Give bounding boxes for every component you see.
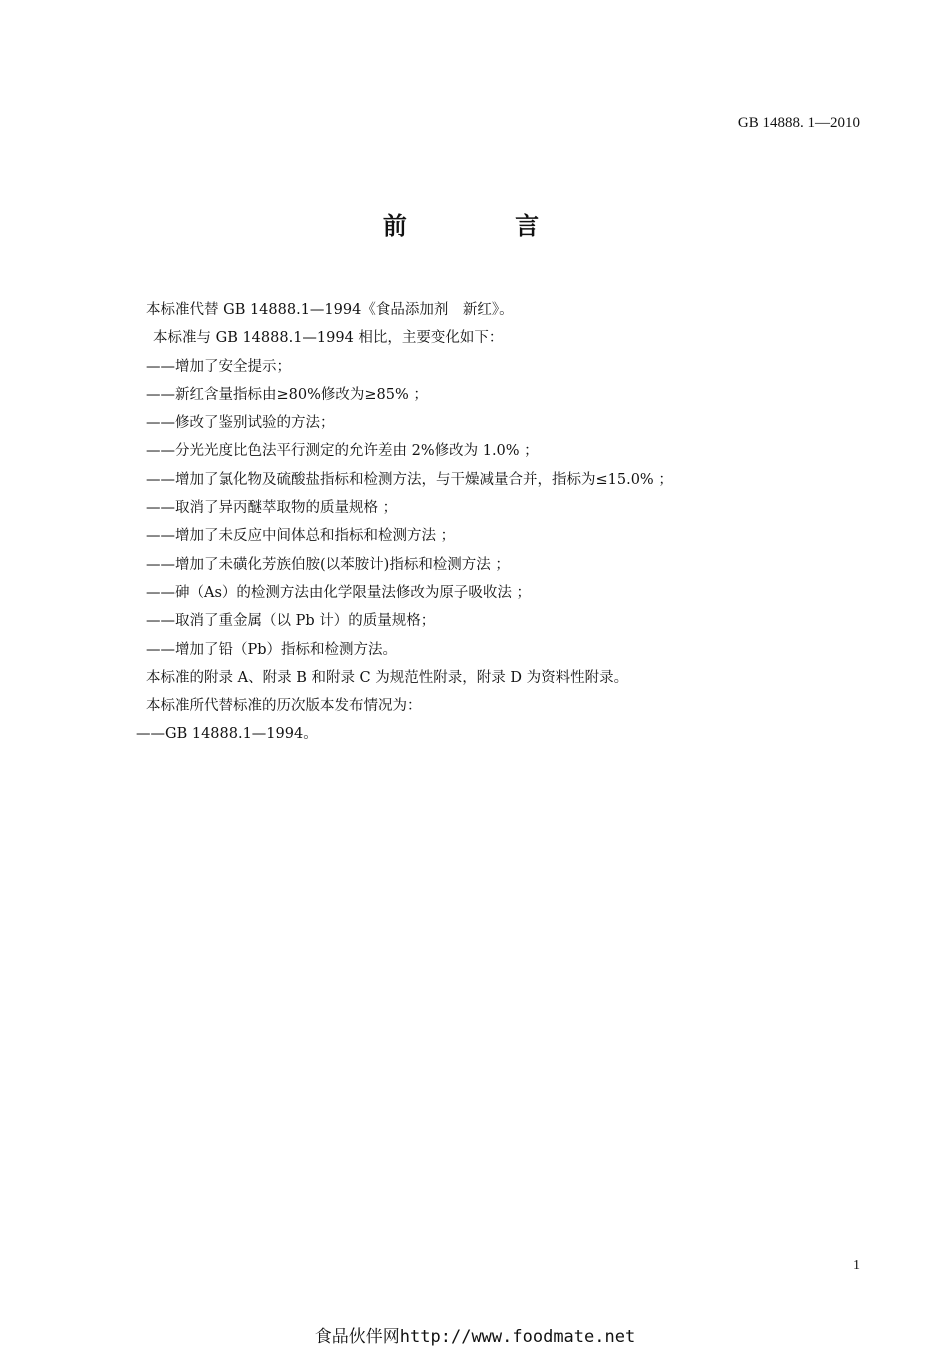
standard-code: GB 14888. 1—2010 <box>737 115 860 131</box>
change-list-item: ——增加了未磺化芳族伯胺(以苯胺计)指标和检测方法 ； <box>146 556 510 573</box>
change-list-item: ——新红含量指标由≥80%修改为≥85% ； <box>146 386 428 403</box>
change-list-item: ——取消了异丙醚萃取物的质量规格 ； <box>146 500 398 517</box>
change-list-item: ——分光光度比色法平行测定的允许差由 2%修改为 1.0% ； <box>146 443 539 460</box>
change-list-item: ——砷（As）的检测方法由化学限量法修改为原子吸收法 ； <box>146 584 532 601</box>
watermark-site-name: 食品伙伴网 <box>314 1327 400 1347</box>
preface-body <box>136 296 906 749</box>
paragraph-line: 本标准所代替标准的历次版本发布情况为： <box>146 698 422 715</box>
change-list-item: ——增加了氯化物及硫酸盐指标和检测方法，与干燥减量合并，指标为≤15.0% ； <box>146 471 673 488</box>
change-list-item: ——增加了未反应中间体总和指标和检测方法 ； <box>146 528 456 545</box>
watermark-url[interactable]: http://www.foodmate.net <box>399 1327 636 1347</box>
version-history-item: ——GB 14888.1—1994。 <box>136 726 318 743</box>
change-list-item: ——修改了鉴别试验的方法； <box>146 415 335 432</box>
change-list-item: ——取消了重金属（以 Pb 计）的质量规格； <box>146 613 436 630</box>
page-title: 前 言 <box>382 212 590 240</box>
paragraph-line: 本标准代替 GB 14888.1—1994《食品添加剂 新红》。 <box>146 302 514 318</box>
change-list-item: ——增加了安全提示； <box>146 358 291 375</box>
footer-watermark <box>0 1322 950 1347</box>
paragraph-line: 本标准与 GB 14888.1—1994 相比，主要变化如下： <box>153 330 504 347</box>
change-list-item: ——增加了铅（Pb）指标和检测方法。 <box>146 641 398 658</box>
page-number: 1 <box>853 1258 860 1273</box>
paragraph-line: 本标准的附录 A、附录 B 和附录 C 为规范性附录，附录 D 为资料性附录。 <box>146 669 629 686</box>
